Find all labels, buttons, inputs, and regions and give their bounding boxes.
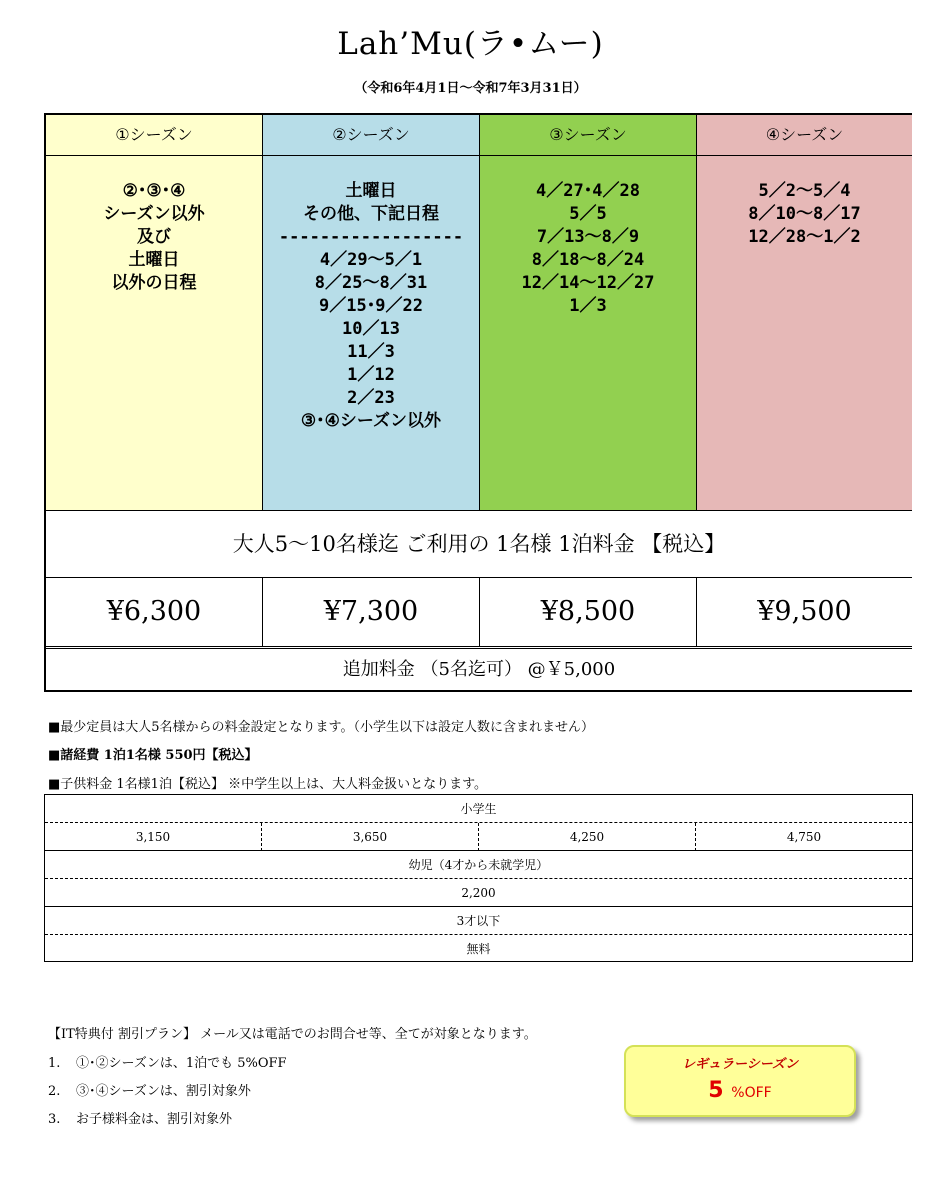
season-2-column [263,115,480,510]
item-number: 3. [48,1112,61,1127]
elementary-label: 小学生 [460,802,497,816]
badge-off: %OFF [731,1085,772,1101]
season-2-dates: 土曜日 その他、下記日程 ------------------ 4／29～5／1 8／25～8／31 9／15･9／22 10／13 11／3 1／12 2／23 ③･④シーズン以外 [278,181,464,431]
season-3-price: ¥8,500 [480,578,697,646]
toddler-label-row [45,907,912,935]
item-text: ③･④シーズンは、割引対象外 [76,1084,251,1099]
item-number: 2. [48,1084,61,1099]
elementary-values-row [45,823,912,851]
extra-fee-row: 追加料金 （5名迄可） @￥5,000 [46,646,912,690]
it-plan-item [48,1052,287,1071]
season-1-column [46,115,263,510]
season-4-header: ④シーズン [697,115,912,156]
page-title: Lah’Mu(ラ•ムー) [337,26,604,62]
period-text: （令和6年4月1日～令和7年3月31日） [354,81,587,96]
season-1-price: ¥6,300 [46,578,263,646]
season-2-header: ②シーズン [263,115,479,156]
toddler-value-row [45,935,912,963]
badge-value: 5 [708,1078,724,1103]
toddler-label: 3才以下 [456,914,501,928]
season-3-column [480,115,697,510]
child-fee-table [44,794,913,962]
min-people-note: ■最少定員は大人5名様からの料金設定となります。（小学生以下は設定人数に含まれません） [48,720,595,735]
badge-discount [626,1078,854,1103]
season-3-header: ③シーズン [480,115,696,156]
child-fee-note: ■子供料金 1名様1泊【税込】 ※中学生以上は、大人料金扱いとなります。 [48,777,488,792]
season-1-header: ①シーズン [46,115,262,156]
item-text: ①･②シーズンは、1泊でも 5%OFF [76,1056,287,1071]
item-number: 1. [48,1056,61,1071]
expenses-note: ■諸経費 1泊1名様 550円【税込】 [48,748,258,763]
badge-title: レギュラーシーズン [681,1057,799,1072]
season-2-price: ¥7,300 [263,578,480,646]
infant-label-row [45,851,912,879]
infant-value: 2,200 [461,886,496,900]
item-text: お子様料金は、割引対象外 [76,1112,233,1127]
regular-season-badge [624,1045,856,1117]
season-1-dates: ②･③･④ シーズン以外 及び 土曜日 以外の日程 [103,181,205,293]
toddler-value: 無料 [466,942,491,956]
season-4-column [697,115,912,510]
season-4-dates: 5／2～5／4 8／10～8／17 12／28～1／2 [748,181,861,247]
season-4-price: ¥9,500 [697,578,912,646]
price-caption: 大人5～10名様迄 ご利用の 1名様 1泊料金 【税込】 [46,510,912,578]
season-price-table [44,113,912,692]
elementary-value: 3,150 [45,823,262,851]
elementary-value: 3,650 [262,823,479,851]
it-plan-item [48,1080,251,1099]
infant-value-row [45,879,912,907]
season-3-dates: 4／27･4／28 5／5 7／13～8／9 8／18～8／24 12／14～12／27 1／3 [521,181,655,316]
it-plan-heading: 【IT特典付 割引プラン】 メール又は電話でのお問合せ等、全てが対象となります。 [48,1027,537,1042]
elementary-value: 4,750 [786,830,822,844]
elementary-value: 4,250 [479,823,696,851]
elementary-label-row [45,795,912,823]
it-plan-item [48,1108,232,1127]
infant-label: 幼児（4才から未就学児） [408,858,549,872]
